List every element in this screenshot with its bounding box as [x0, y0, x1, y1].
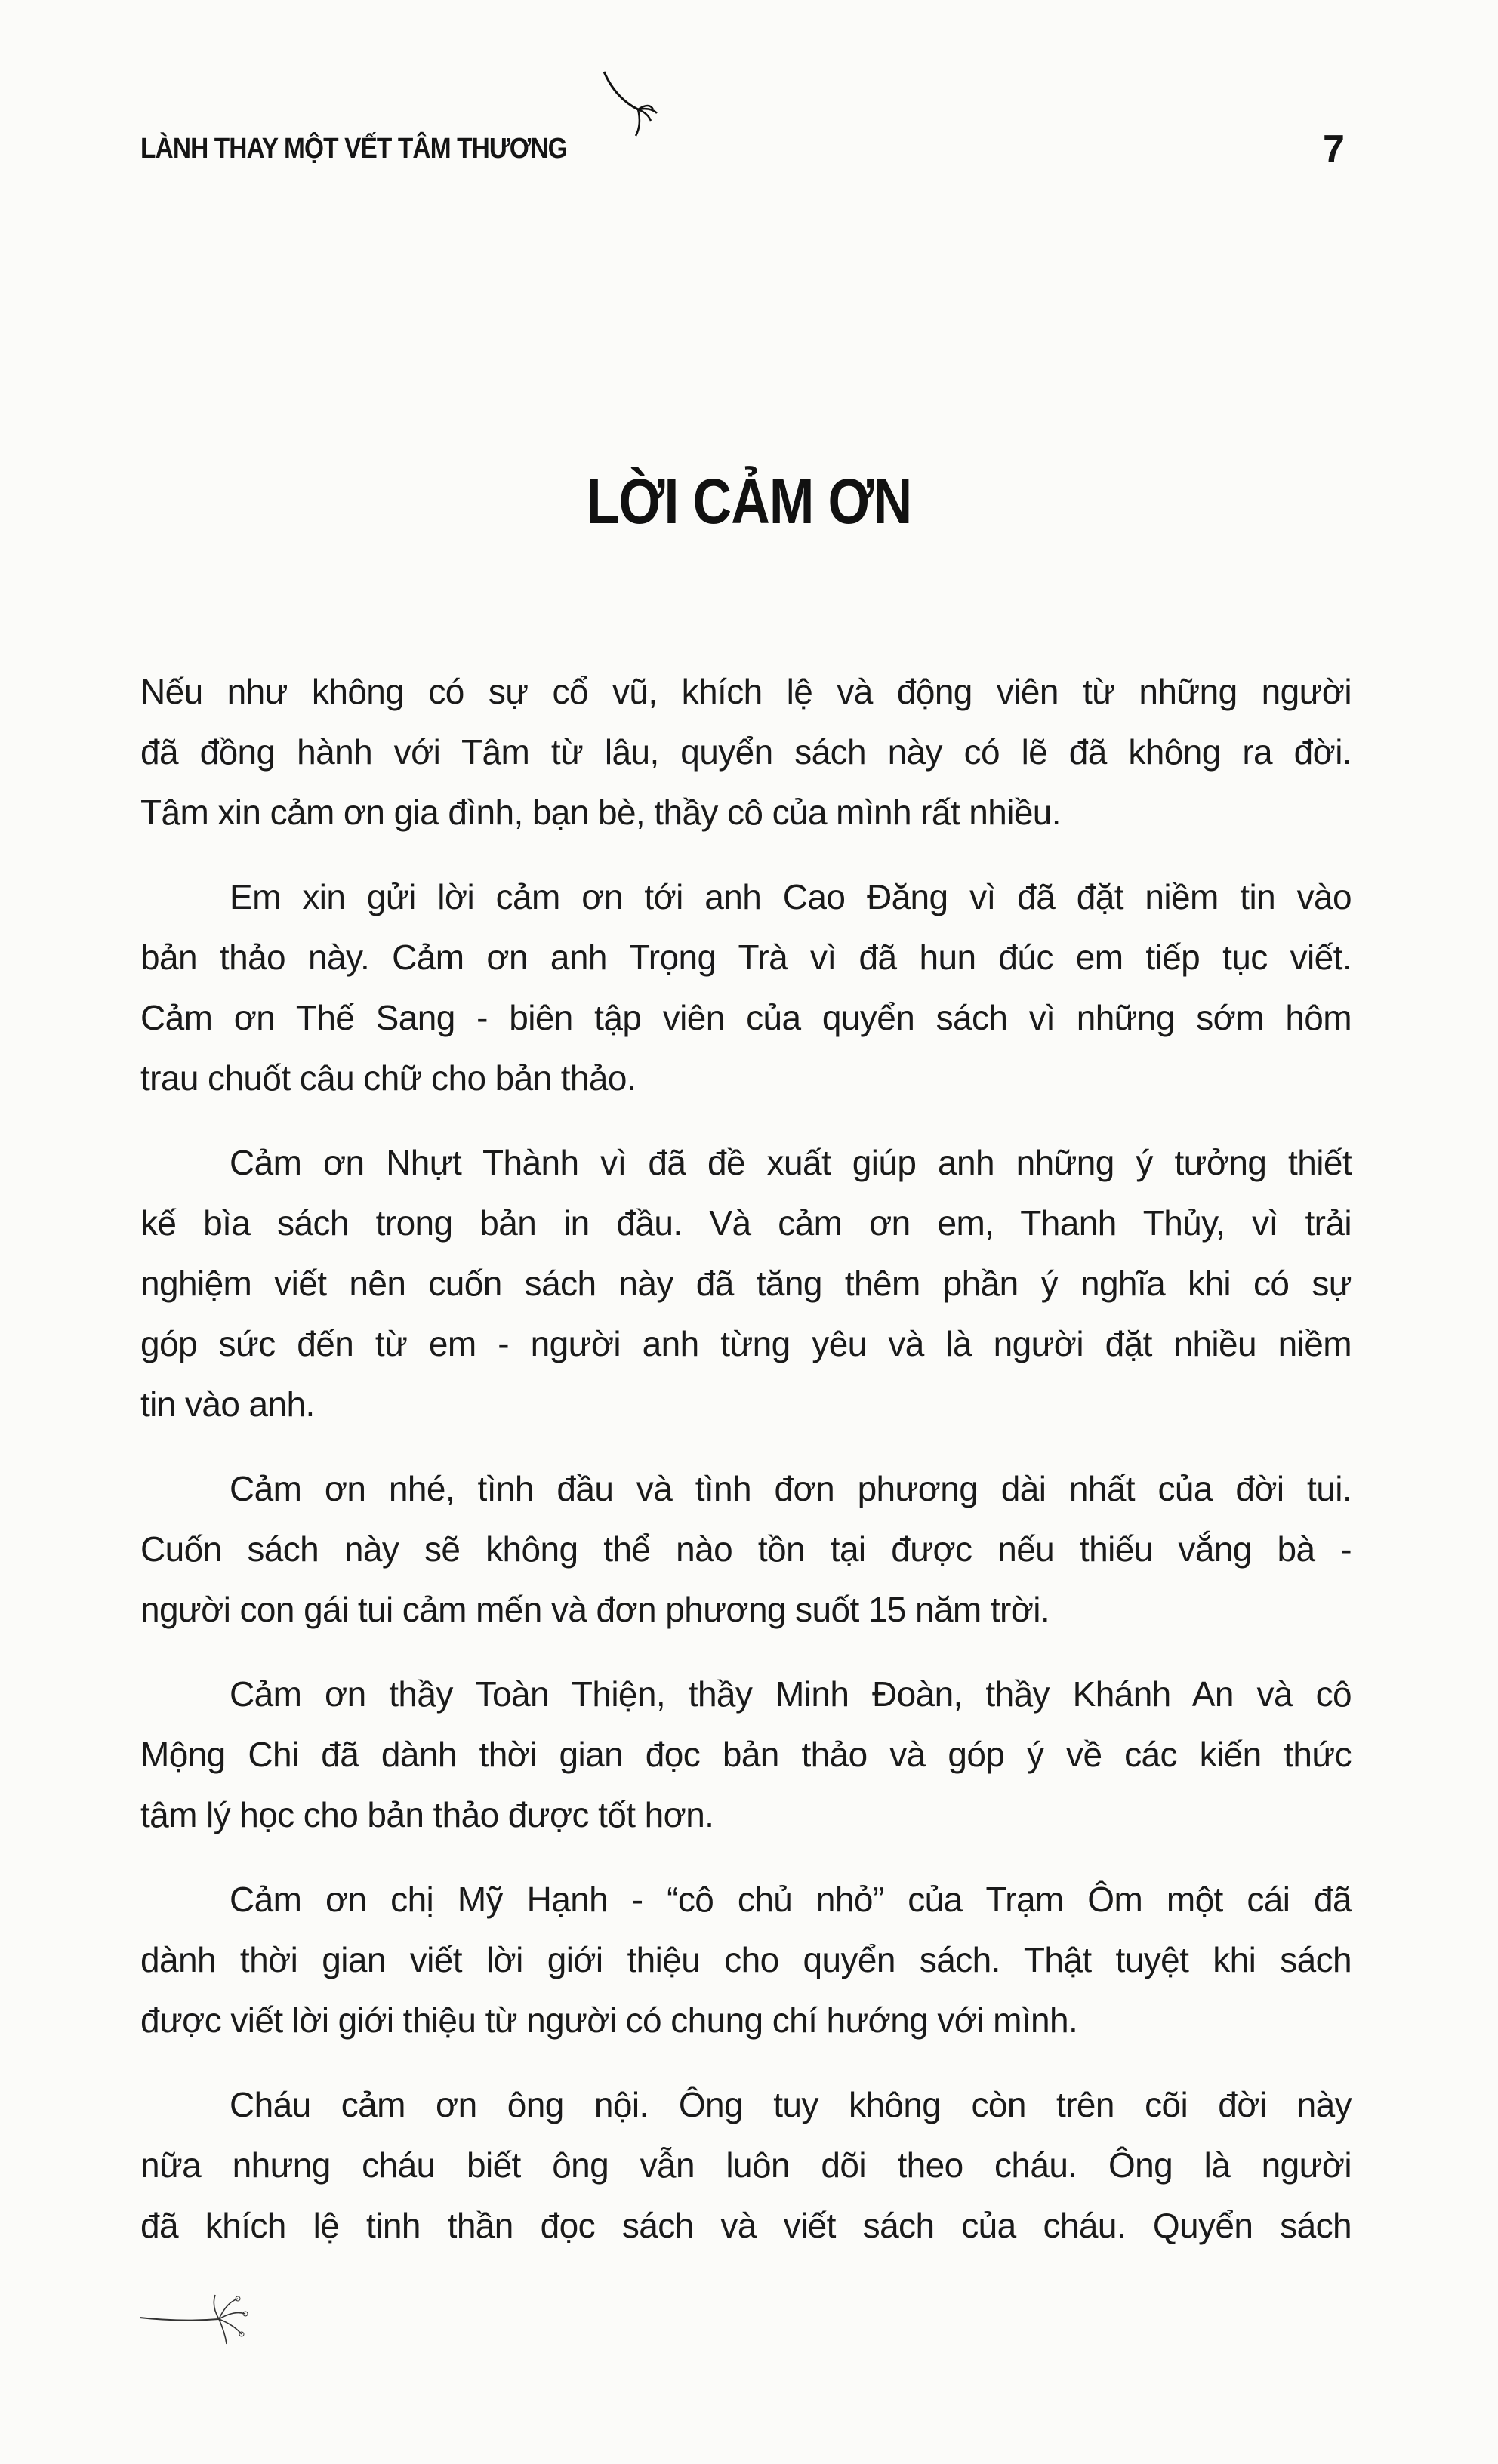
text-line: kế bìa sách trong bản in đầu. Và cảm ơn em, Thanh Thủy, vì trải	[140, 1203, 1352, 1243]
paragraph	[140, 1664, 1352, 1845]
text-line: Cháu cảm ơn ông nội. Ông tuy không còn trên cõi đời này	[230, 2085, 1352, 2124]
paragraph	[140, 2074, 1352, 2256]
dandelion-ornament-icon	[136, 2280, 264, 2355]
text-line: đã khích lệ tinh thần đọc sách và viết sách của cháu. Quyển sách	[140, 2206, 1352, 2245]
paragraph	[140, 661, 1352, 842]
text-line: được viết lời giới thiệu từ người có chung chí hướng với mình.	[140, 2000, 1078, 2040]
text-line: Mộng Chi đã dành thời gian đọc bản thảo và góp ý về các kiến thức	[140, 1735, 1352, 1774]
text-line: tin vào anh.	[140, 1384, 315, 1424]
paragraph	[140, 1132, 1352, 1434]
running-head-title: LÀNH THAY MỘT VẾT TÂM THƯƠNG	[140, 133, 567, 165]
text-line: người con gái tui cảm mến và đơn phương suốt 15 năm trời.	[140, 1590, 1050, 1629]
paragraph	[140, 867, 1352, 1108]
paragraph	[140, 1869, 1352, 2050]
text-line: tâm lý học cho bản thảo được tốt hơn.	[140, 1795, 714, 1834]
text-line: nghiệm viết nên cuốn sách này đã tăng thêm phần ý nghĩa khi có sự	[140, 1264, 1352, 1303]
text-line: Cảm ơn thầy Toàn Thiện, thầy Minh Đoàn, thầy Khánh An và cô	[230, 1674, 1352, 1714]
text-line: Cuốn sách này sẽ không thể nào tồn tại được nếu thiếu vắng bà -	[140, 1529, 1352, 1569]
text-line: Nếu như không có sự cổ vũ, khích lệ và động viên từ những người	[140, 672, 1352, 711]
text-line: Tâm xin cảm ơn gia đình, bạn bè, thầy cô của mình rất nhiều.	[140, 793, 1061, 832]
page-number: 7	[1323, 128, 1345, 171]
text-line: dành thời gian viết lời giới thiệu cho quyển sách. Thật tuyệt khi sách	[140, 1940, 1352, 1979]
text-line: góp sức đến từ em - người anh từng yêu và là người đặt nhiều niềm	[140, 1324, 1352, 1363]
body-text	[140, 661, 1352, 2280]
text-line: bản thảo này. Cảm ơn anh Trọng Trà vì đã hun đúc em tiếp tục viết.	[140, 938, 1352, 977]
text-line: đã đồng hành với Tâm từ lâu, quyển sách này có lẽ đã không ra đời.	[140, 732, 1352, 772]
dandelion-ornament-icon	[596, 68, 664, 151]
text-line: Cảm ơn chị Mỹ Hạnh - “cô chủ nhỏ” của Trạm Ôm một cái đã	[230, 1880, 1352, 1919]
text-line: Cảm ơn Thế Sang - biên tập viên của quyển sách vì những sớm hôm	[140, 998, 1352, 1037]
text-line: Cảm ơn Nhựt Thành vì đã đề xuất giúp anh những ý tưởng thiết	[230, 1143, 1352, 1182]
text-line: nữa nhưng cháu biết ông vẫn luôn dõi theo cháu. Ông là người	[140, 2145, 1352, 2185]
chapter-title: LỜI CẢM ƠN	[586, 466, 912, 537]
paragraph	[140, 1458, 1352, 1640]
text-line: Cảm ơn nhé, tình đầu và tình đơn phương dài nhất của đời tui.	[230, 1469, 1352, 1508]
text-line: Em xin gửi lời cảm ơn tới anh Cao Đăng vì đã đặt niềm tin vào	[230, 877, 1352, 916]
text-line: trau chuốt câu chữ cho bản thảo.	[140, 1058, 636, 1098]
